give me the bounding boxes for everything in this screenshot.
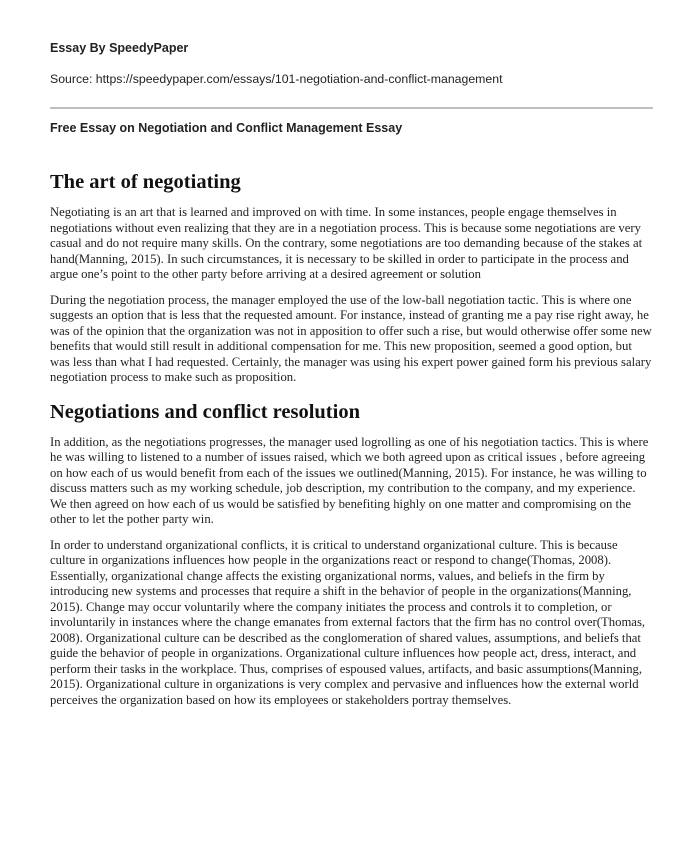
source-url: Source: https://speedypaper.com/essays/101-negotiation-and-conflict-management — [50, 72, 503, 86]
document-title: Free Essay on Negotiation and Conflict Management Essay — [50, 121, 403, 135]
section-heading-negotiations-conflict-resolution: Negotiations and conflict resolution — [50, 400, 360, 423]
brand-label: Essay By SpeedyPaper — [50, 41, 189, 55]
paragraph: Negotiating is an art that is learned and improved on with time. In some instances, people engage themselves in negotiations without even realizing that they are in a negotiation process. This is because some negotiations are very casual and do not require many skills. On the contrary, some negotiations are too demanding because of the stakes at hand(Manning, 2015). In such circumstances, it is necessary to be skilled in order to participate in the process and argue one’s point to the other party before arriving at a desired agreement or solution — [50, 205, 643, 281]
paragraph: In addition, as the negotiations progresses, the manager used logrolling as one of his negotiation tactics. This is where he was willing to listened to a number of issues raised, which we both agreed upon as critical issues , before agreeing on how each of us would benefit from each of the issues we outlined(Manning, 2015). For instance, he was willing to discuss matters such as my working schedule, job description, my contribution to the company, and my experience. We then agreed on how each of us would be satisfied by benefiting highly on one matter and compromising on the other to let the pother party win. — [50, 434, 649, 526]
divider — [50, 107, 653, 109]
paragraph: In order to understand organizational conflicts, it is critical to understand organizational culture. This is because culture in organizations influences how people in the organizations react or respond to change(Thomas, 2008). Essentially, organizational change affects the existing organizational norms, values, and beliefs in the firm by introducing new systems and processes that require a shift in the behavior of people in the organizations(Manning, 2015). Change may occur voluntarily where the company initiates the process and controls it to completion, or involuntarily in instances where the change emanates from external factors that the firm has no control over(Thomas, 2008). Organizational culture can be described as the conglomeration of shared values, assumptions, and beliefs that guide the behavior of people in organizations. Organizational culture influences how people act, dress, interact, and perform their tasks in the workplace. Thus, comprises of espoused values, artifacts, and basic assumptions(Manning, 2015). Organizational culture in organizations is very complex and pervasive and influences how the external world perceives the organization based on how its employees or stakeholders portray themselves. — [50, 537, 646, 707]
section-heading-art-of-negotiating: The art of negotiating — [50, 171, 241, 193]
paragraph: During the negotiation process, the manager employed the use of the low-ball negotiation tactic. This is where one suggests an option that is less that the requested amount. For instance, instead of granting me a pay rise right away, he was of the opinion that the organization was not in apposition to offer such a rise, but would otherwise offer some new benefits that would still result in additional compensation for me. This new proposition, seemed a good option, but was less than what I had requested. Certainly, the manager was using his expert power gained form his previous salary negotiation process to make such as proposition. — [50, 292, 652, 384]
essay-body — [50, 170, 653, 718]
